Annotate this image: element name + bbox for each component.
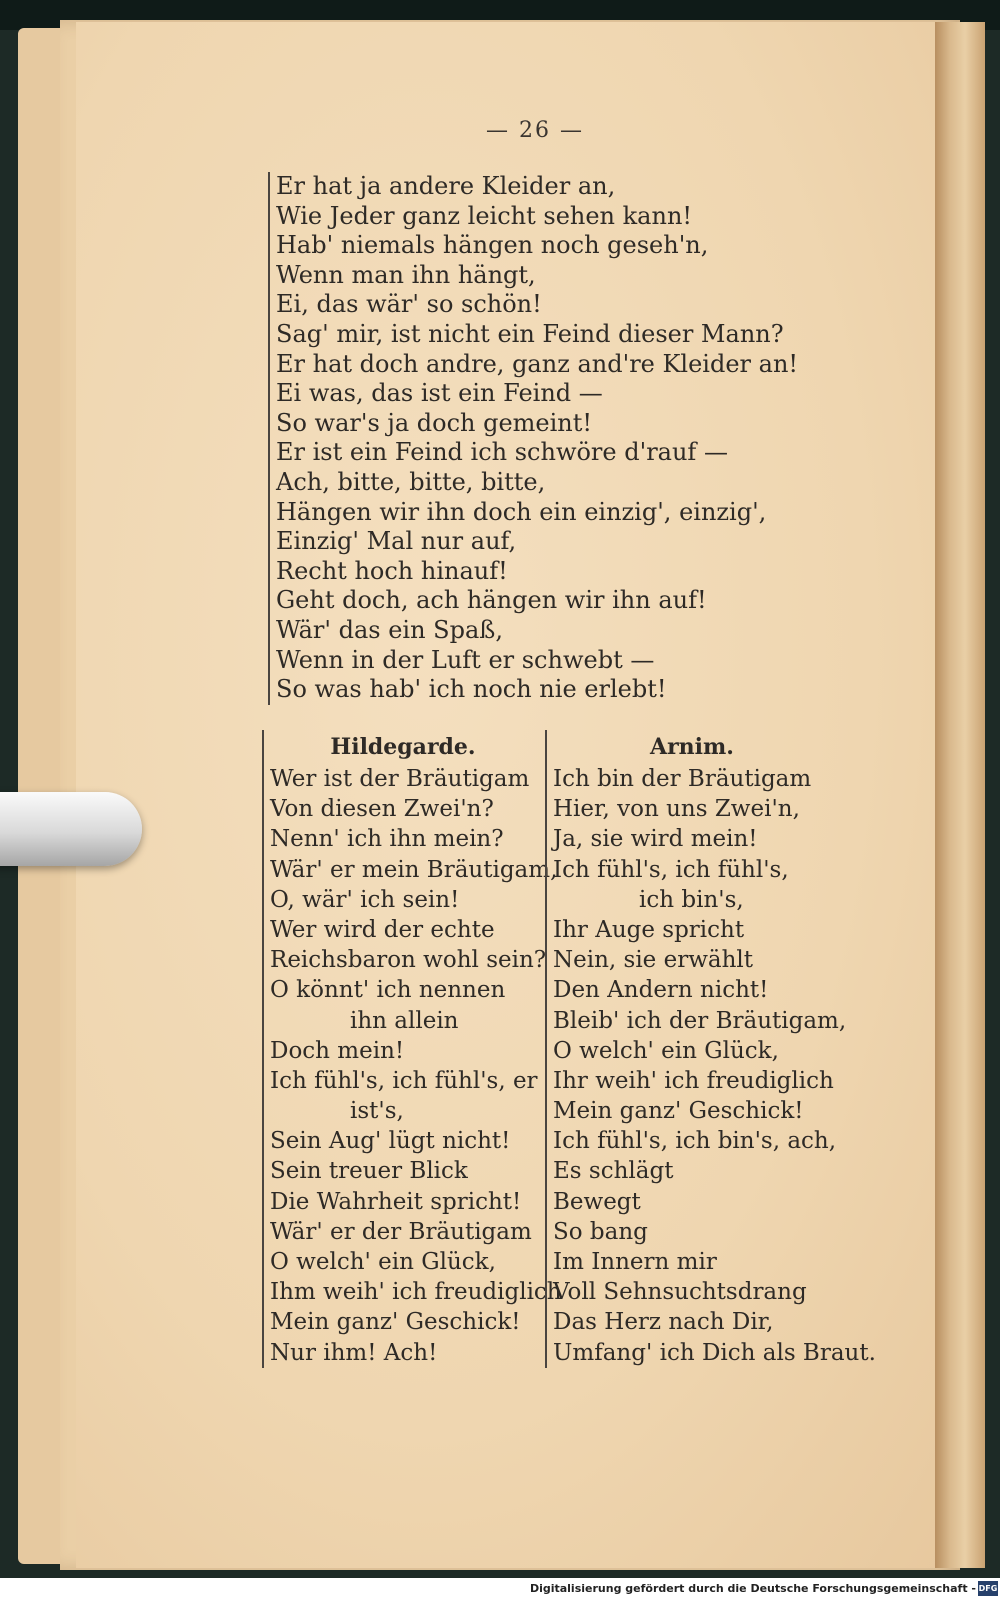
verse-line: So was hab' ich noch nie erlebt! (276, 675, 667, 704)
verse-line: Einzig' Mal nur auf, (276, 527, 517, 556)
verse-line: O, wär' ich sein! (270, 886, 460, 913)
verse-line: Mein ganz' Geschick! (270, 1309, 521, 1336)
hildegarde-column (262, 730, 562, 1368)
footer-credit: Digitalisierung gefördert durch die Deutsche Forschungsgemeinschaft - (529, 1582, 976, 1595)
verse-line: Sein Aug' lügt nicht! (270, 1128, 511, 1155)
verse-line: Es schlägt (553, 1158, 674, 1185)
page-clip (0, 792, 142, 866)
verse-line: Wenn man ihn hängt, (276, 260, 536, 289)
main-verse (268, 172, 830, 705)
verse-line: Die Wahrheit spricht! (270, 1188, 522, 1215)
verse-line: Ich fühl's, ich bin's, ach, (553, 1128, 837, 1155)
verse-line: O welch' ein Glück, (270, 1249, 496, 1275)
verse-line: Ihr weih' ich freudiglich (553, 1067, 834, 1094)
verse-line: Sein treuer Blick (270, 1158, 468, 1185)
verse-line: Ich fühl's, ich fühl's, er (270, 1067, 538, 1094)
verse-line: Sag' mir, ist nicht ein Feind dieser Mann? (276, 319, 784, 348)
verse-line: Nur ihm! Ach! (270, 1339, 438, 1366)
digitization-footer (0, 1578, 1000, 1602)
verse-line: Wär' das ein Spaß, (276, 615, 503, 644)
verse-line: Nein, sie erwählt (553, 947, 754, 974)
verse-line: Umfang' ich Dich als Braut. (553, 1339, 876, 1366)
verse-line: Im Innern mir (553, 1249, 717, 1275)
verse-line: Wer ist der Bräutigam (270, 766, 530, 792)
dfg-logo: DFG (978, 1581, 998, 1596)
verse-line: Nenn' ich ihn mein? (270, 826, 504, 853)
verse-line: Ei, das wär' so schön! (276, 290, 542, 319)
verse-line: Ich fühl's, ich fühl's, (553, 856, 789, 883)
verse-line: Bleib' ich der Bräutigam, (553, 1007, 847, 1034)
verse-line: Hab' niemals hängen noch geseh'n, (276, 231, 709, 260)
verse-line: ihn allein (350, 1007, 459, 1034)
verse-line: So war's ja doch gemeint! (276, 408, 593, 437)
verse-line: Wer wird der echte (270, 916, 495, 943)
verse-line: Ja, sie wird mein! (553, 826, 758, 853)
verse-line: Wenn in der Luft er schwebt — (276, 645, 655, 674)
verse-line: O welch' ein Glück, (553, 1037, 779, 1064)
verse-line: Reichsbaron wohl sein? (270, 947, 547, 974)
arnim-lines (547, 764, 876, 1368)
verse-line: Ihm weih' ich freudiglich (270, 1279, 562, 1306)
verse-line: Hier, von uns Zwei'n, (553, 796, 800, 823)
verse-line: Hängen wir ihn doch ein einzig', einzig', (276, 497, 767, 526)
verse-line: Ich bin der Bräutigam (553, 766, 812, 792)
verse-line: ist's, (350, 1098, 404, 1125)
page-number: — 26 — (486, 118, 584, 143)
speaker-hildegarde: Hildegarde. (330, 734, 476, 760)
arnim-column (545, 730, 876, 1368)
verse-line: Von diesen Zwei'n? (270, 796, 494, 823)
verse-line: Er ist ein Feind ich schwöre d'rauf — (276, 438, 728, 467)
verse-line: Bewegt (553, 1188, 641, 1215)
verse-line: Ei was, das ist ein Feind — (276, 379, 603, 408)
speaker-arnim: Arnim. (650, 734, 734, 760)
verse-line: Doch mein! (270, 1037, 405, 1064)
verse-line: Er hat ja andere Kleider an, (276, 172, 616, 200)
verse-line: So bang (553, 1218, 648, 1245)
verse-line: Mein ganz' Geschick! (553, 1098, 804, 1125)
verse-line: Voll Sehnsuchtsdrang (553, 1279, 807, 1306)
book-gutter (935, 22, 985, 1568)
verse-line: Recht hoch hinauf! (276, 556, 508, 585)
verse-line: Geht doch, ach hängen wir ihn auf! (276, 586, 707, 615)
verse-line: Wär' er der Bräutigam (270, 1218, 532, 1245)
verse-line: Das Herz nach Dir, (553, 1309, 774, 1336)
verse-line: O könnt' ich nennen (270, 977, 506, 1004)
verse-line: ich bin's, (639, 886, 744, 913)
verse-line: Ach, bitte, bitte, bitte, (276, 467, 546, 496)
verse-line: Ihr Auge spricht (553, 916, 745, 943)
verse-line: Den Andern nicht! (553, 977, 769, 1004)
verse-line: Wär' er mein Bräutigam, (270, 856, 558, 883)
hildegarde-lines (264, 764, 562, 1368)
verse-line: Er hat doch andre, ganz and're Kleider an! (276, 349, 799, 378)
verse-line: Wie Jeder ganz leicht sehen kann! (276, 201, 693, 230)
